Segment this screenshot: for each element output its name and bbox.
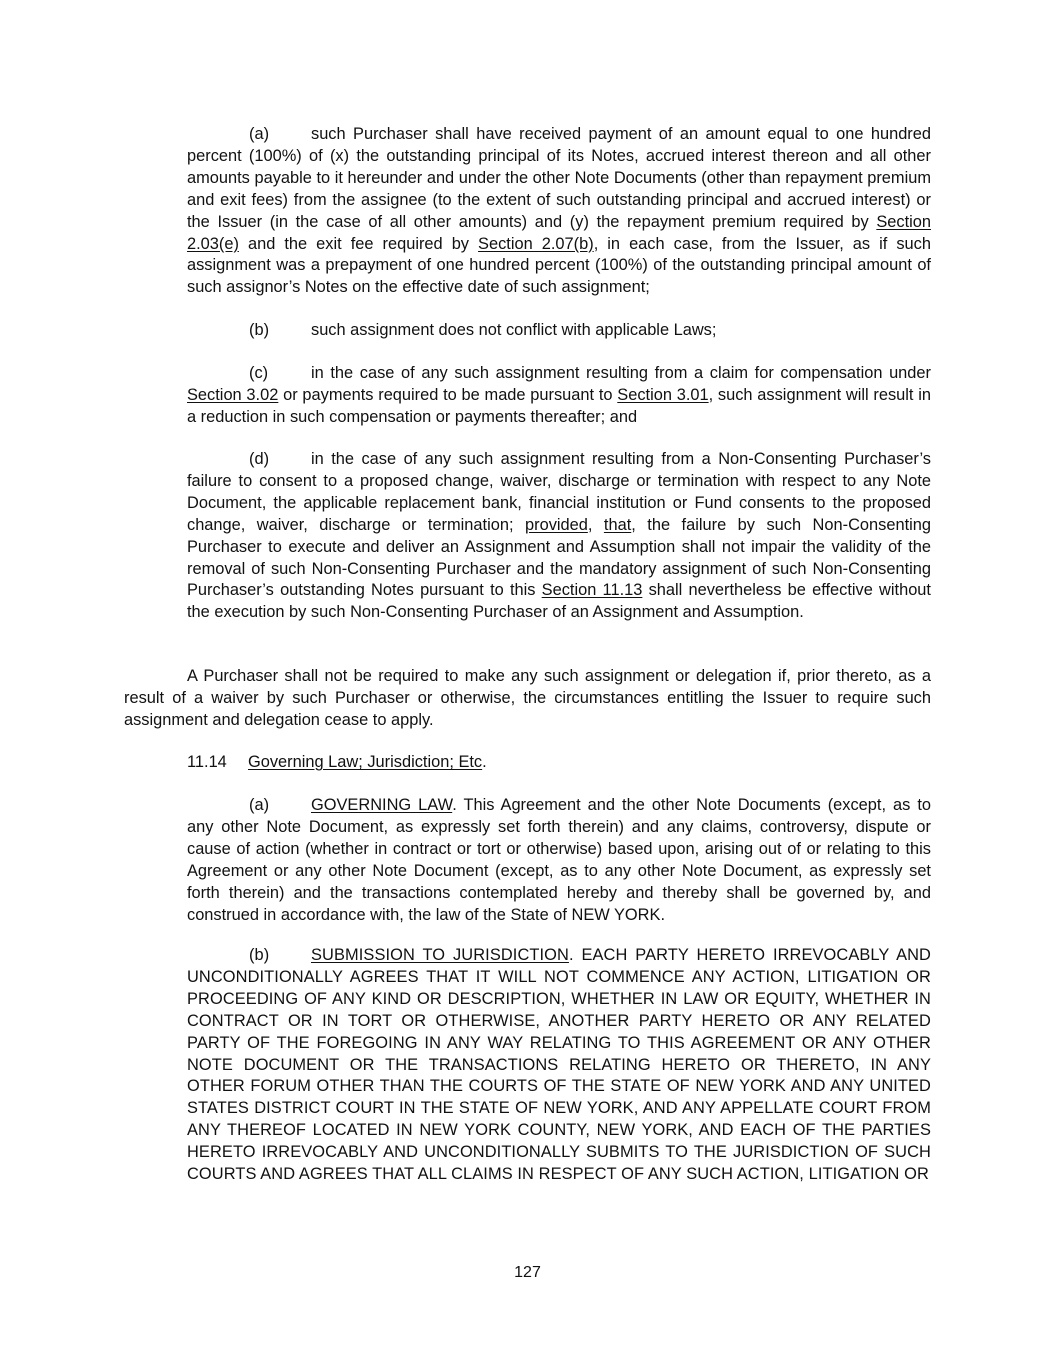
clause-b-label: (b) [249, 321, 270, 339]
that-term: that [603, 515, 632, 534]
section-11-13-reference: Section 11.13 [541, 581, 643, 600]
section-3-01-reference: Section 3.01 [617, 385, 709, 404]
clause-d-text-3: shall nevertheless be effective without the execution by such Non-Consenting Purchaser of an Assignment and Assumption. [187, 581, 931, 622]
clause-b-text: such assignment does not conflict with applicable Laws; [311, 321, 717, 339]
governing-law-heading: GOVERNING LAW [311, 796, 453, 814]
clause-c-text-2: or payments required to be made pursuant to [278, 385, 618, 404]
section-2-03e-reference: Section 2.03(e) [187, 212, 931, 253]
clause-a-label: (a) [249, 125, 270, 143]
clause-a-text-2: and the exit fee required by [238, 234, 479, 253]
clause-c-text-1: in the case of any such assignment resulting from a claim for compensation under [311, 364, 931, 382]
governing-law-text: . This Agreement and the other Note Documents (except, as to any other Note Document, as expressly set forth therein) and any claims, controversy, dispute or cause of action (whether in contract or tort or otherwise) based upon, arising out of or relating to this Agreement or any other Note Document (except, as to any other Note Document, as expressly set forth therein) and the transactions contemplated hereby and thereby shall be governed by, and construed in accordance with, the law of the State of NEW YORK. [187, 796, 931, 924]
clause-d-text-1: in the case of any such assignment resulting from a Non-Consenting Purchaser’s failure to consent to a proposed change, waiver, discharge or termination with respect to any Note Document, the applicable replacement bank, financial institution or Fund consents to the proposed change, waiver, discharge or termination; [187, 450, 931, 534]
clause-c-label: (c) [249, 364, 269, 382]
clause-a-text-1: such Purchaser shall have received payment of an amount equal to one hundred percent (100%) of (x) the outstanding principal of its Notes, accrued interest thereon and all other amounts payable to it hereunder and under the other Note Documents (other than repayment premium and exit fees) from the assignee (to the extent of such outstanding principal and accrued interest) or the Issuer (in the case of all other amounts) and (y) the repayment premium required by [187, 125, 931, 231]
clause-d-paragraph [187, 449, 931, 624]
clause-c-paragraph [187, 363, 931, 429]
submission-label: (b) [249, 946, 270, 964]
section-title: Governing Law; Jurisdiction; Etc [248, 753, 483, 771]
section-2-07b-reference: Section 2.07(b) [478, 234, 594, 253]
section-3-02-reference: Section 3.02 [187, 385, 279, 404]
clause-d-label: (d) [249, 450, 270, 468]
clause-a-text-3: , in each case, from the Issuer, as if such assignment was a prepayment of one hundred percent (100%) of the outstanding principal amount of such assignor’s Notes on the effective date of such assignment; [187, 234, 931, 297]
clause-d-separator: , [587, 515, 604, 534]
closing-paragraph: A Purchaser shall not be required to make any such assignment or delegation if, prior thereto, as a result of a waiver by such Purchaser or otherwise, the circumstances entitling the Issuer to require such assignment and delegation cease to apply. [124, 667, 931, 729]
clause-d-text-2: , the failure by such Non-Consenting Purchaser to execute and deliver an Assignment and Assumption shall not impair the validity of the removal of such Non-Consenting Purchaser and the mandatory assignment of such Non-Consenting Purchaser’s outstanding Notes pursuant to this [187, 515, 931, 600]
submission-text: . EACH PARTY HERETO IRREVOCABLY AND UNCONDITIONALLY AGREES THAT IT WILL NOT COMMENCE ANY ACTION, LITIGATION OR PROCEEDING OF ANY KIND OR DESCRIPTION, WHETHER IN LAW OR EQUITY, WHETHER IN CONTRACT OR IN TORT OR OTHERWISE, ANOTHER PARTY HERETO OR ANY RELATED PARTY OF THE FOREGOING IN ANY WAY RELATING TO THIS AGREEMENT OR ANY OTHER NOTE DOCUMENT OR THE TRANSACTIONS RELATING HERETO OR THERETO, IN ANY OTHER FORUM OTHER THAN THE COURTS OF THE STATE OF NEW YORK AND ANY UNITED STATES DISTRICT COURT IN THE STATE OF NEW YORK, AND ANY APPELLATE COURT FROM ANY THEREOF LOCATED IN NEW YORK COUNTY, NEW YORK, AND EACH OF THE PARTIES HERETO IRREVOCABLY AND UNCONDITIONALLY SUBMITS TO THE JURISDICTION OF SUCH COURTS AND AGREES THAT ALL CLAIMS IN RESPECT OF ANY SUCH ACTION, LITIGATION OR [187, 946, 931, 1184]
clause-b-paragraph [187, 320, 931, 342]
section-title-period: . [482, 753, 487, 771]
provided-term: provided [525, 515, 588, 534]
section-number: 11.14 [187, 753, 227, 771]
governing-law-label: (a) [249, 796, 270, 814]
page-number: 127 [514, 1264, 541, 1281]
clause-c-text-3: , such assignment will result in a reduction in such compensation or payments thereafter; and [187, 385, 931, 426]
section-heading [187, 752, 931, 774]
submission-paragraph [187, 945, 931, 1186]
submission-heading: SUBMISSION TO JURISDICTION [311, 946, 569, 964]
clause-a-paragraph [187, 124, 931, 299]
governing-law-paragraph [187, 795, 931, 926]
